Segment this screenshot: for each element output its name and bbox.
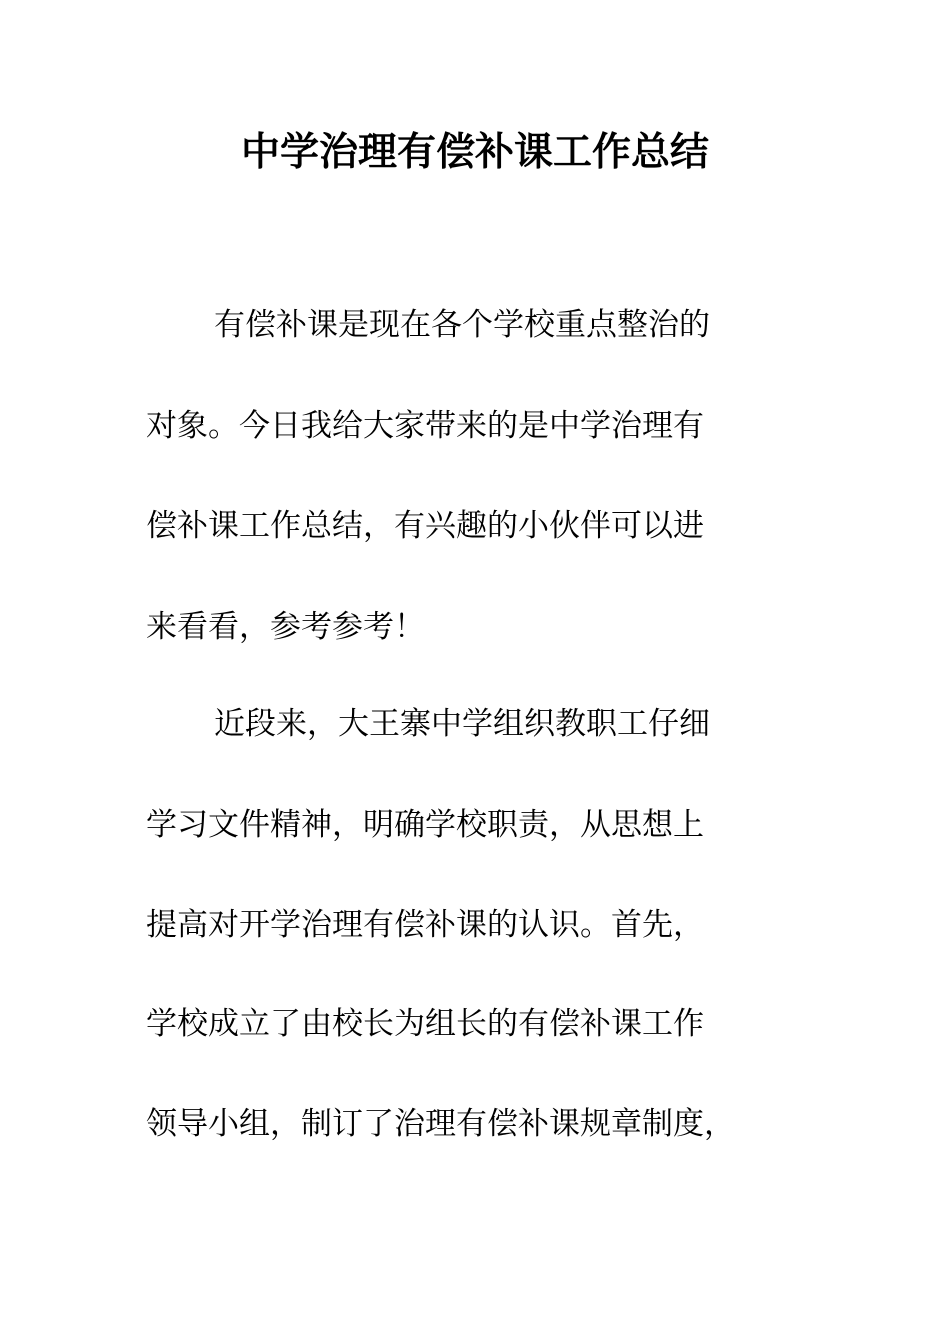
paragraph-line: 对象。今日我给大家带来的是中学治理有	[146, 408, 704, 444]
paragraph-line: 来看看，参考参考！	[146, 609, 425, 645]
paragraph-line: 偿补课工作总结，有兴趣的小伙伴可以进	[146, 508, 704, 544]
paragraph-line: 学校成立了由校长为组长的有偿补课工作	[146, 1006, 704, 1042]
document-title: 中学治理有偿补课工作总结	[240, 129, 709, 175]
paragraph-line: 有偿补课是现在各个学校重点整治的	[214, 307, 710, 343]
paragraph-line: 近段来，大王寨中学组织教职工仔细	[214, 706, 710, 742]
paragraph-line: 学习文件精神，明确学校职责，从思想上	[146, 807, 704, 843]
paragraph-line: 提高对开学治理有偿补课的认识。首先，	[146, 907, 704, 943]
paragraph-line: 领导小组，制订了治理有偿补课规章制度，	[146, 1106, 735, 1142]
